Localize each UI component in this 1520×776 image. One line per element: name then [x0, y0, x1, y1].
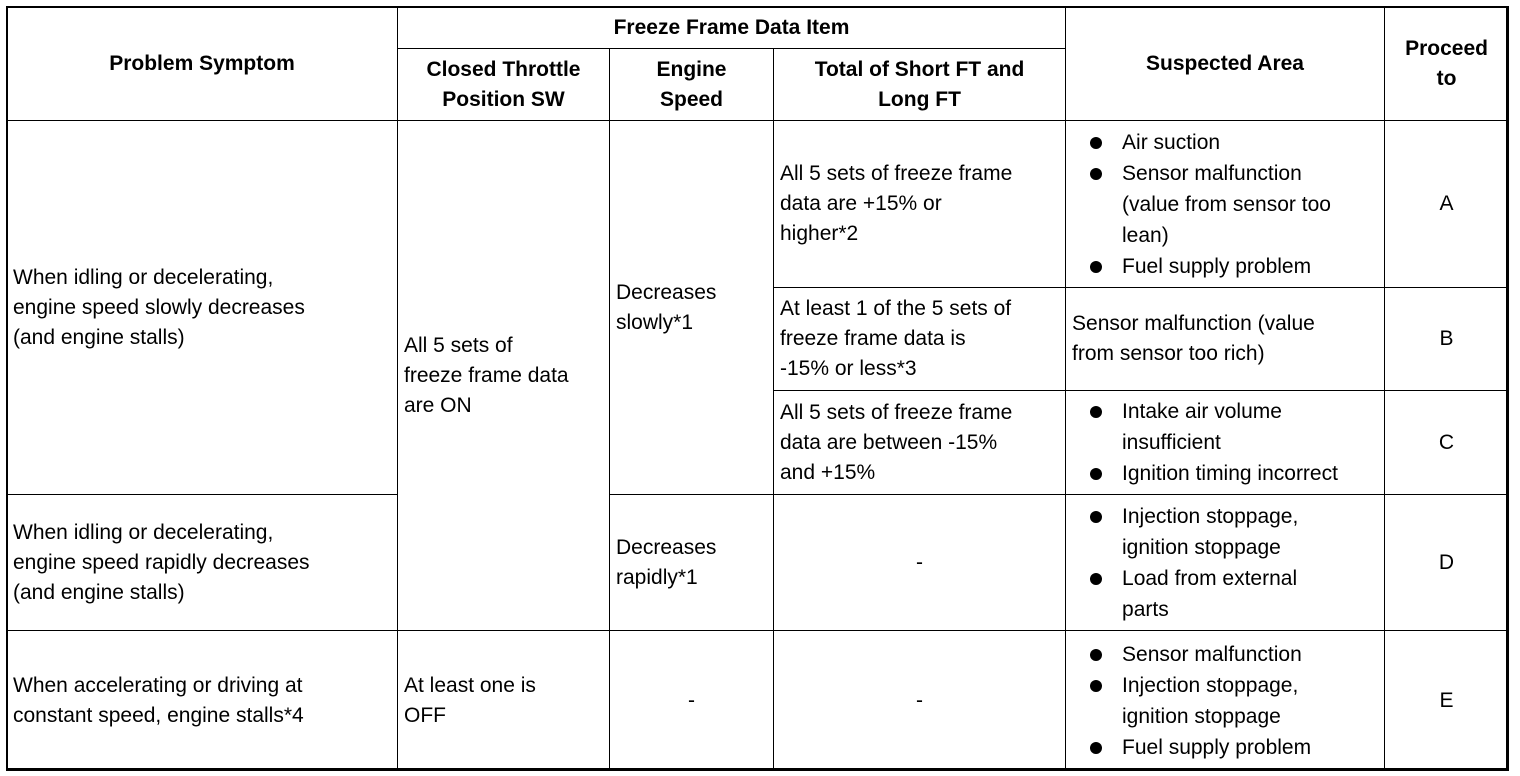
bullet-icon: [1090, 680, 1102, 692]
bullet-icon: [1090, 511, 1102, 523]
bullet-list: [1072, 639, 1378, 763]
bullet-item: [1072, 639, 1378, 670]
bullet-text: lean): [1122, 223, 1169, 247]
bullet-list: [1072, 396, 1378, 489]
text-line: All 5 sets of: [404, 333, 513, 357]
text-line: When idling or decelerating,: [13, 520, 274, 544]
header-total-short-long-ft: [774, 49, 1066, 121]
text-line: engine speed rapidly decreases: [13, 550, 310, 574]
bullet-text: (value from sensor too: [1122, 192, 1331, 216]
text-line: Long FT: [878, 87, 961, 111]
bullet-text: Fuel supply problem: [1122, 735, 1312, 759]
bullet-text: Sensor malfunction: [1122, 642, 1302, 666]
text-line: (and engine stalls): [13, 325, 185, 349]
bullet-item: [1072, 501, 1378, 563]
text-line: When accelerating or driving at: [13, 673, 303, 697]
total-ft-d: -: [774, 495, 1066, 631]
text-line: (and engine stalls): [13, 580, 185, 604]
bullet-icon: [1090, 168, 1102, 180]
text-line: engine speed slowly decreases: [13, 295, 305, 319]
text-line: All 5 sets of freeze frame: [780, 162, 1013, 185]
text-line: Position SW: [442, 87, 565, 111]
text-line: data are +15% or: [780, 192, 942, 215]
text-line: higher*2: [780, 222, 859, 245]
total-ft-e: -: [774, 631, 1066, 771]
header-freeze-frame-data-item: Freeze Frame Data Item: [398, 7, 1066, 49]
text-line: Closed Throttle: [426, 57, 581, 81]
total-ft-minus15-or-less: [774, 288, 1066, 391]
header-problem-symptom: Problem Symptom: [7, 7, 398, 121]
bullet-item: [1072, 396, 1378, 458]
total-ft-plus15-or-higher: [774, 121, 1066, 288]
engine-speed-e: -: [610, 631, 774, 771]
symptom-rapid-decrease: [7, 495, 398, 631]
text-line: Decreases: [616, 280, 717, 304]
text-line: slowly*1: [616, 310, 694, 334]
proceed-a: A: [1385, 121, 1509, 288]
text-line: OFF: [404, 703, 446, 727]
freeze-frame-diagnosis-table: [6, 6, 1508, 770]
suspected-area-d: [1066, 495, 1385, 631]
bullet-text: Ignition timing incorrect: [1122, 462, 1338, 485]
diagnosis-table: [6, 6, 1509, 771]
total-ft-between-15: [774, 391, 1066, 495]
bullet-item: [1072, 563, 1378, 625]
bullet-icon: [1090, 649, 1102, 661]
bullet-text: Intake air volume: [1122, 400, 1282, 423]
bullet-item: [1072, 158, 1378, 251]
throttle-at-least-one-off: [398, 631, 610, 771]
text-line: to: [1436, 66, 1457, 90]
bullet-item: [1072, 732, 1378, 763]
bullet-text: ignition stoppage: [1122, 535, 1281, 559]
suspected-area-e: [1066, 631, 1385, 771]
symptom-slow-decrease: [7, 121, 398, 495]
bullet-icon: [1090, 468, 1102, 480]
bullet-item: [1072, 670, 1378, 732]
text-line: At least one is: [404, 673, 536, 697]
bullet-text: Load from external: [1122, 566, 1298, 590]
text-line: All 5 sets of freeze frame: [780, 400, 1013, 424]
text-line: Decreases: [616, 535, 717, 559]
engine-speed-decreases-slowly: [610, 121, 774, 495]
text-line: Speed: [659, 87, 724, 111]
bullet-icon: [1090, 573, 1102, 585]
bullet-icon: [1090, 742, 1102, 754]
text-line: data are between -15%: [780, 430, 998, 454]
proceed-c: C: [1385, 391, 1509, 495]
bullet-text: Sensor malfunction: [1122, 161, 1302, 185]
bullet-text: Fuel supply problem: [1122, 254, 1312, 278]
text-line: At least 1 of the 5 sets of: [780, 297, 1012, 320]
text-line: rapidly*1: [616, 565, 698, 589]
text-line: freeze frame data is: [780, 327, 966, 350]
header-suspected-area: Suspected Area: [1066, 7, 1385, 121]
engine-speed-decreases-rapidly: [610, 495, 774, 631]
text-line: -15% or less*3: [780, 357, 917, 380]
bullet-item: [1072, 251, 1378, 282]
text-line: Sensor malfunction (value: [1072, 312, 1315, 335]
symptom-accelerating-stalls: [7, 631, 398, 771]
bullet-icon: [1090, 406, 1102, 418]
suspected-area-a: [1066, 121, 1385, 288]
text-line: When idling or decelerating,: [13, 265, 274, 289]
bullet-list: [1072, 127, 1378, 282]
bullet-text: ignition stoppage: [1122, 704, 1281, 728]
text-line: Proceed: [1405, 36, 1488, 60]
header-closed-throttle-position-sw: [398, 49, 610, 121]
proceed-b: B: [1385, 288, 1509, 391]
bullet-item: [1072, 127, 1378, 158]
bullet-text: Injection stoppage,: [1122, 504, 1299, 528]
text-line: freeze frame data: [404, 363, 569, 387]
bullet-icon: [1090, 261, 1102, 273]
throttle-all-on: [398, 121, 610, 631]
bullet-list: [1072, 501, 1378, 625]
text-line: Engine: [656, 57, 727, 81]
header-engine-speed: [610, 49, 774, 121]
proceed-e: E: [1385, 631, 1509, 771]
text-line: Total of Short FT and: [814, 57, 1025, 81]
text-line: constant speed, engine stalls*4: [13, 703, 304, 727]
text-line: are ON: [404, 393, 472, 417]
suspected-area-b: [1066, 288, 1385, 391]
bullet-text: Injection stoppage,: [1122, 673, 1299, 697]
bullet-text: parts: [1122, 597, 1169, 621]
bullet-icon: [1090, 137, 1102, 149]
text-line: and +15%: [780, 460, 876, 484]
suspected-area-c: [1066, 391, 1385, 495]
proceed-d: D: [1385, 495, 1509, 631]
text-line: from sensor too rich): [1072, 342, 1265, 365]
header-proceed-to: [1385, 7, 1509, 121]
bullet-text: Air suction: [1122, 130, 1221, 154]
bullet-text: insufficient: [1122, 431, 1221, 454]
bullet-item: [1072, 458, 1378, 489]
